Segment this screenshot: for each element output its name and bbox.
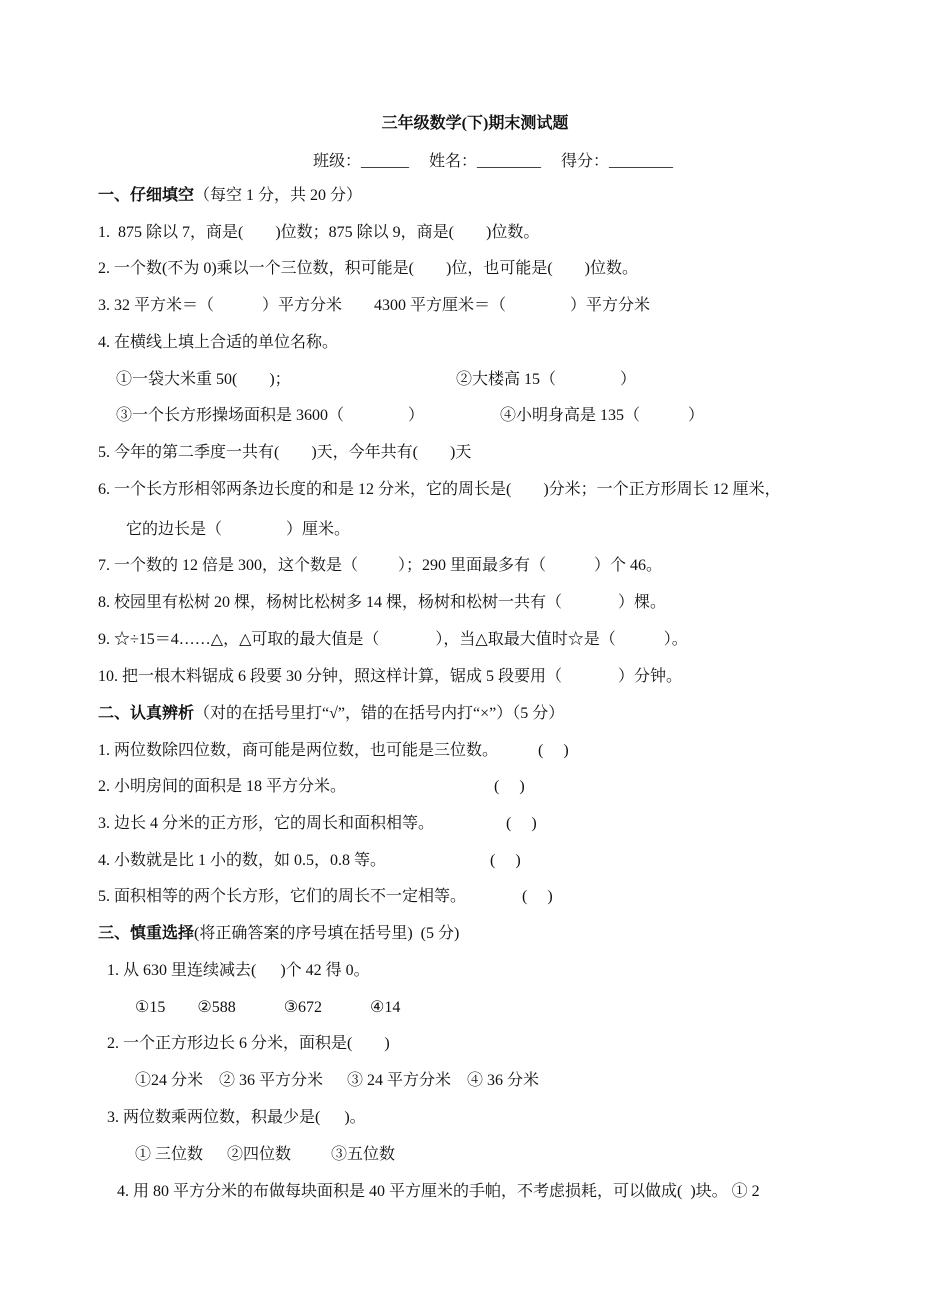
s2-item-1: 1. 两位数除四位数，商可能是两位数，也可能是三位数。 ( ) — [98, 742, 569, 759]
s1-item-6-cont: 它的边长是（ ）厘米。 — [126, 521, 351, 538]
section1-title: 一、仔细填空 — [98, 187, 195, 204]
s1-item-4: 4. 在横线上填上合适的单位名称。 — [98, 334, 339, 351]
s3-item-4: 4. 用 80 平方分米的布做每块面积是 40 平方厘米的手帕，不考虑损耗，可以做成( )块。 ① 2 — [117, 1183, 760, 1200]
s3-item-3: 3. 两位数乘两位数，积最少是( )。 — [107, 1109, 366, 1126]
section2-heading — [98, 704, 564, 724]
section3-title: 三、慎重选择 — [98, 925, 195, 942]
s1-item-4-a: ①一袋大米重 50( )； — [116, 371, 291, 388]
section1-note: （每空 1 分，共 20 分） — [194, 187, 363, 204]
student-info-line: 班级：______ 姓名：________ 得分：________ — [313, 153, 674, 170]
s1-item-7: 7. 一个数的 12 倍是 300，这个数是（ ）；290 里面最多有（ ）个 46。 — [98, 557, 663, 574]
section3-note: (将正确答案的序号填在括号里) (5 分) — [194, 925, 460, 942]
s3-item-2: 2. 一个正方形边长 6 分米，面积是( ) — [107, 1035, 390, 1052]
s2-item-4: 4. 小数就是比 1 小的数，如 0.5，0.8 等。 ( ) — [98, 852, 521, 869]
s1-item-8: 8. 校园里有松树 20 棵，杨树比松树多 14 棵，杨树和松树一共有（ ）棵。 — [98, 594, 667, 611]
s1-item-9: 9. ☆÷15＝4……△，△可取的最大值是（ ），当△取最大值时☆是（ ）。 — [98, 631, 688, 648]
s1-item-3: 3. 32 平方米＝（ ）平方分米 4300 平方厘米＝（ ）平方分米 — [98, 297, 651, 314]
page-title: 三年级数学(下)期末测试题 — [381, 115, 569, 132]
s1-item-6: 6. 一个长方形相邻两条边长度的和是 12 分米，它的周长是( )分米；一个正方形周长 12 厘米， — [98, 481, 781, 498]
section1-heading — [98, 186, 362, 206]
s1-item-10: 10. 把一根木料锯成 6 段要 30 分钟，照这样计算，锯成 5 段要用（ ）分钟。 — [98, 668, 683, 685]
s3-item-1-options: ①15 ②588 ③672 ④14 — [135, 999, 401, 1016]
s1-item-5: 5. 今年的第二季度一共有( )天，今年共有( )天 — [98, 444, 472, 461]
s1-item-4-d: ④小明身高是 135（ ） — [500, 407, 705, 424]
s1-item-2: 2. 一个数(不为 0)乘以一个三位数，积可能是( )位，也可能是( )位数。 — [98, 260, 638, 277]
s1-item-4-b: ②大楼高 15（ ） — [456, 371, 637, 388]
section2-note: （对的在括号里打“√”，错的在括号内打“×”）（5 分） — [194, 705, 565, 722]
s2-item-5: 5. 面积相等的两个长方形，它们的周长不一定相等。 ( ) — [98, 888, 553, 905]
s1-item-4-c: ③一个长方形操场面积是 3600（ ） — [116, 407, 425, 424]
s3-item-2-options: ①24 分米 ② 36 平方分米 ③ 24 平方分米 ④ 36 分米 — [135, 1072, 540, 1089]
s3-item-3-options: ① 三位数 ②四位数 ③五位数 — [135, 1146, 396, 1163]
s2-item-3: 3. 边长 4 分米的正方形，它的周长和面积相等。 ( ) — [98, 815, 537, 832]
section2-title: 二、认真辨析 — [98, 705, 195, 722]
s3-item-1: 1. 从 630 里连续减去( )个 42 得 0。 — [107, 962, 370, 979]
s2-item-2: 2. 小明房间的面积是 18 平方分米。 ( ) — [98, 778, 525, 795]
s1-item-1: 1. 875 除以 7，商是( )位数；875 除以 9，商是( )位数。 — [98, 224, 540, 241]
section3-heading — [98, 924, 459, 944]
